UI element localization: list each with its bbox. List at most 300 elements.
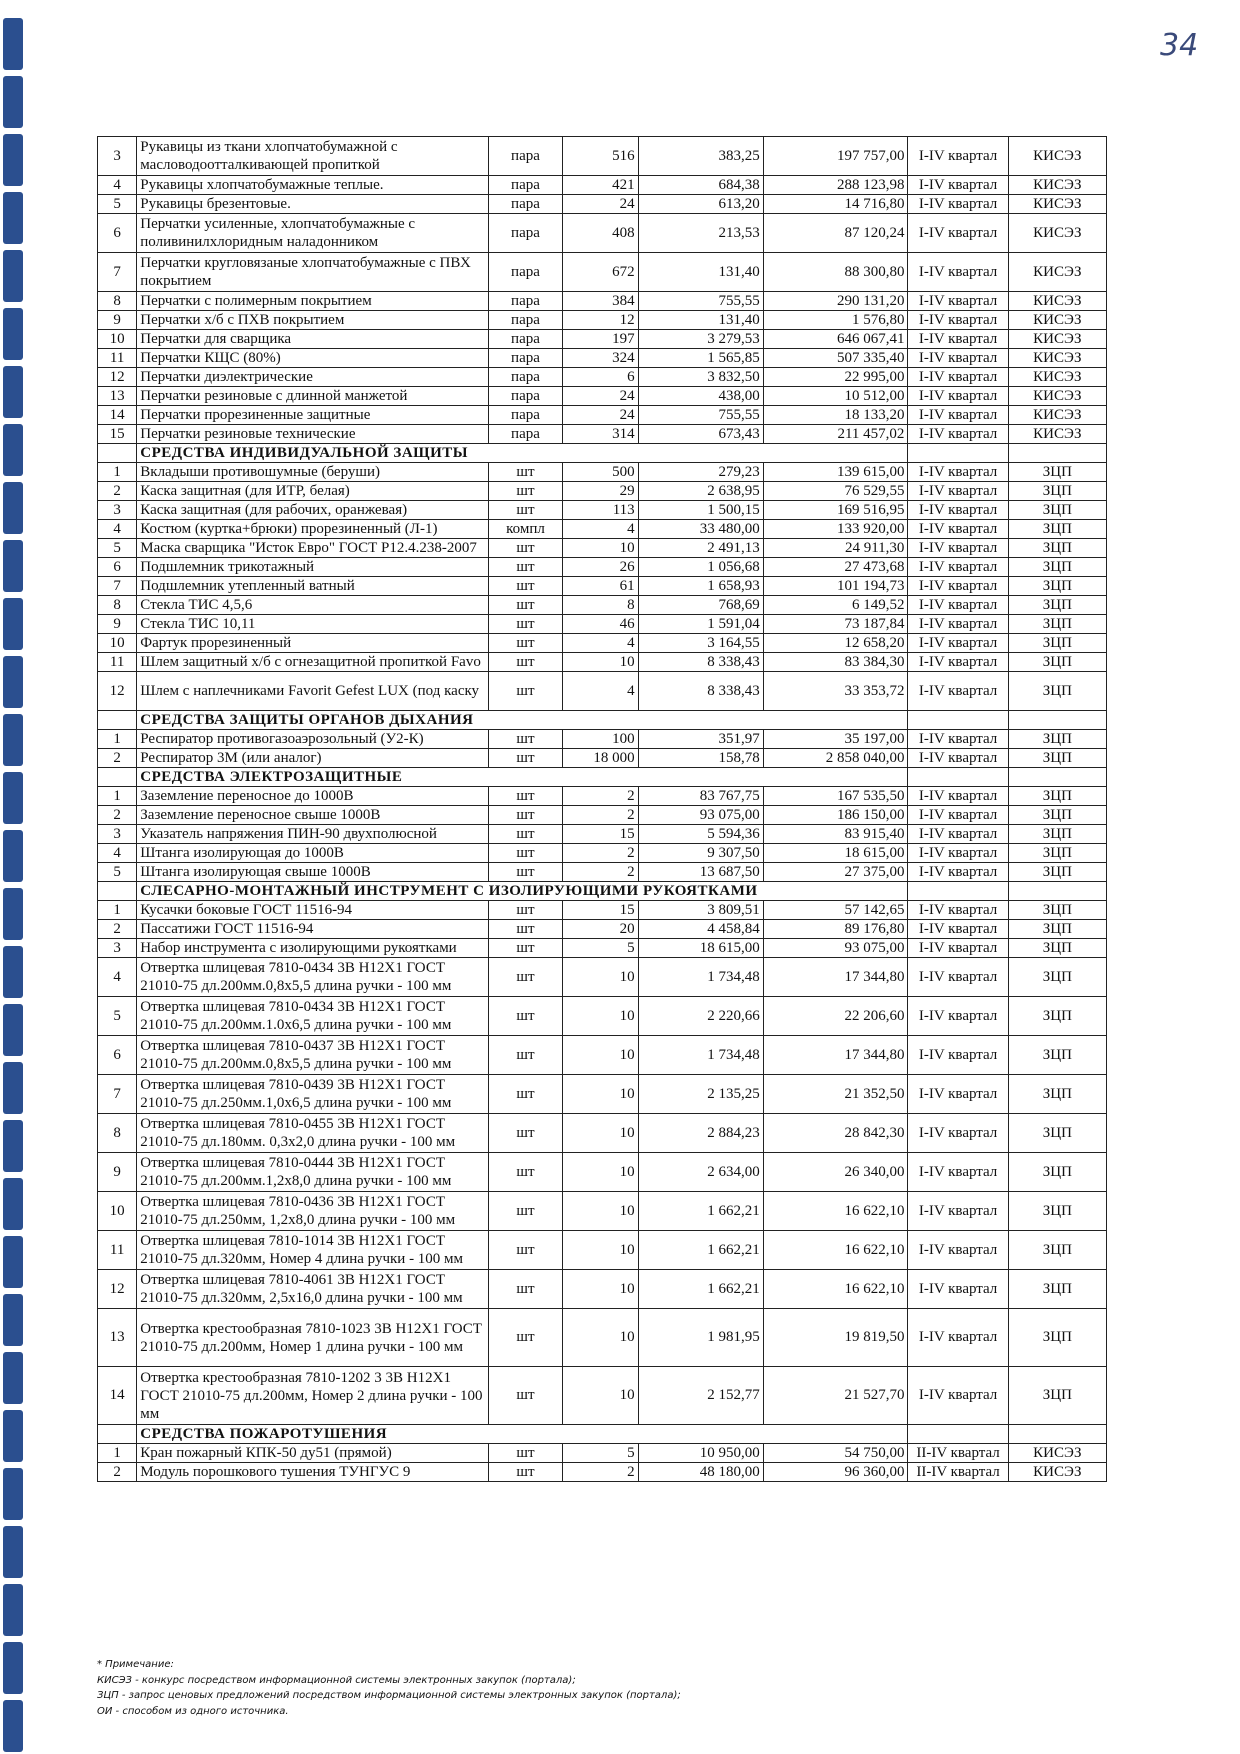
item-quantity: 15 <box>563 825 638 844</box>
binding-ring <box>3 366 23 418</box>
item-period: I-IV квартал <box>908 615 1008 634</box>
item-name: Отвертка шлицевая 7810-0434 3В Н12Х1 ГОСТ 21010-75 дл.200мм.1.0х6,5 длина ручки - 100 мм <box>137 997 488 1036</box>
empty-cell <box>1008 882 1106 901</box>
procurement-method: ЗЦП <box>1008 463 1106 482</box>
section-header-row <box>98 882 1107 901</box>
item-quantity: 5 <box>563 939 638 958</box>
item-price: 2 884,23 <box>638 1114 763 1153</box>
item-sum: 17 344,80 <box>763 958 908 997</box>
item-unit: шт <box>488 1153 562 1192</box>
row-number: 4 <box>98 520 137 539</box>
row-number: 2 <box>98 1463 137 1482</box>
binding-ring <box>3 1526 23 1578</box>
item-period: I-IV квартал <box>908 825 1008 844</box>
empty-cell <box>908 711 1008 730</box>
item-sum: 27 375,00 <box>763 863 908 882</box>
item-unit: шт <box>488 634 562 653</box>
item-period: I-IV квартал <box>908 406 1008 425</box>
item-unit: пара <box>488 137 562 176</box>
binding-ring <box>3 482 23 534</box>
item-price: 2 634,00 <box>638 1153 763 1192</box>
procurement-method: КИСЭЗ <box>1008 253 1106 292</box>
item-sum: 21 352,50 <box>763 1075 908 1114</box>
procurement-method: ЗЦП <box>1008 501 1106 520</box>
item-price: 383,25 <box>638 137 763 176</box>
item-period: I-IV квартал <box>908 137 1008 176</box>
row-number: 3 <box>98 501 137 520</box>
item-quantity: 500 <box>563 463 638 482</box>
procurement-method: ЗЦП <box>1008 749 1106 768</box>
item-period: I-IV квартал <box>908 920 1008 939</box>
item-quantity: 113 <box>563 501 638 520</box>
item-sum: 24 911,30 <box>763 539 908 558</box>
item-period: I-IV квартал <box>908 1036 1008 1075</box>
item-unit: пара <box>488 349 562 368</box>
row-number: 7 <box>98 253 137 292</box>
row-number: 9 <box>98 1153 137 1192</box>
item-sum: 16 622,10 <box>763 1192 908 1231</box>
row-number: 5 <box>98 539 137 558</box>
row-number: 12 <box>98 368 137 387</box>
item-quantity: 8 <box>563 596 638 615</box>
item-name: Модуль порошкового тушения ТУНГУС 9 <box>137 1463 488 1482</box>
row-number: 7 <box>98 577 137 596</box>
procurement-method: ЗЦП <box>1008 920 1106 939</box>
notes-title: * Примечание: <box>97 1659 174 1670</box>
item-unit: шт <box>488 844 562 863</box>
item-unit: пара <box>488 214 562 253</box>
row-number: 12 <box>98 1270 137 1309</box>
binding-ring <box>3 192 23 244</box>
section-title: СРЕДСТВА ПОЖАРОТУШЕНИЯ <box>137 1425 908 1444</box>
item-period: I-IV квартал <box>908 1231 1008 1270</box>
item-period: I-IV квартал <box>908 387 1008 406</box>
item-sum: 646 067,41 <box>763 330 908 349</box>
item-name: Отвертка крестообразная 7810-1202 3 3В Н12Х1 ГОСТ 21010-75 дл.200мм, Номер 2 длина ручки - 100 мм <box>137 1367 488 1425</box>
row-number: 12 <box>98 672 137 711</box>
item-price: 48 180,00 <box>638 1463 763 1482</box>
item-period: I-IV квартал <box>908 939 1008 958</box>
section-title: СРЕДСТВА ЭЛЕКТРОЗАЩИТНЫЕ <box>137 768 908 787</box>
item-name: Маска сварщика "Исток Евро" ГОСТ Р12.4.238-2007 <box>137 539 488 558</box>
row-number: 14 <box>98 406 137 425</box>
item-unit: шт <box>488 958 562 997</box>
item-period: I-IV квартал <box>908 501 1008 520</box>
item-quantity: 100 <box>563 730 638 749</box>
item-unit: шт <box>488 939 562 958</box>
binding-ring <box>3 1700 23 1752</box>
binding-ring <box>3 656 23 708</box>
item-unit: пара <box>488 330 562 349</box>
row-number: 2 <box>98 806 137 825</box>
binding-ring <box>3 1178 23 1230</box>
row-number: 2 <box>98 749 137 768</box>
item-name: Перчатки диэлектрические <box>137 368 488 387</box>
procurement-method: КИСЭЗ <box>1008 368 1106 387</box>
item-unit: шт <box>488 539 562 558</box>
item-period: I-IV квартал <box>908 596 1008 615</box>
procurement-method: КИСЭЗ <box>1008 195 1106 214</box>
item-period: I-IV квартал <box>908 958 1008 997</box>
item-period: I-IV квартал <box>908 539 1008 558</box>
item-name: Респиратор 3М (или аналог) <box>137 749 488 768</box>
row-number: 8 <box>98 596 137 615</box>
item-price: 1 591,04 <box>638 615 763 634</box>
row-number: 15 <box>98 425 137 444</box>
item-sum: 17 344,80 <box>763 1036 908 1075</box>
item-period: I-IV квартал <box>908 349 1008 368</box>
procurement-method: ЗЦП <box>1008 1231 1106 1270</box>
item-name: Подшлемник утепленный ватный <box>137 577 488 596</box>
row-number: 9 <box>98 311 137 330</box>
row-number: 1 <box>98 901 137 920</box>
item-sum: 1 576,80 <box>763 311 908 330</box>
item-sum: 26 340,00 <box>763 1153 908 1192</box>
item-quantity: 10 <box>563 1309 638 1367</box>
table-row <box>98 349 1107 368</box>
procurement-method: ЗЦП <box>1008 653 1106 672</box>
item-price: 1 658,93 <box>638 577 763 596</box>
procurement-method: КИСЭЗ <box>1008 292 1106 311</box>
item-sum: 10 512,00 <box>763 387 908 406</box>
item-quantity: 10 <box>563 1231 638 1270</box>
table-row <box>98 672 1107 711</box>
item-sum: 186 150,00 <box>763 806 908 825</box>
item-unit: шт <box>488 1309 562 1367</box>
row-number: 3 <box>98 939 137 958</box>
item-quantity: 2 <box>563 844 638 863</box>
item-period: I-IV квартал <box>908 634 1008 653</box>
table-row <box>98 558 1107 577</box>
table-row <box>98 901 1107 920</box>
item-quantity: 61 <box>563 577 638 596</box>
item-unit: шт <box>488 920 562 939</box>
item-period: I-IV квартал <box>908 1075 1008 1114</box>
item-quantity: 20 <box>563 920 638 939</box>
binding-ring <box>3 424 23 476</box>
item-name: Респиратор противогазоаэрозольный (У2-К) <box>137 730 488 749</box>
row-number: 13 <box>98 1309 137 1367</box>
procurement-method: КИСЭЗ <box>1008 1444 1106 1463</box>
item-quantity: 314 <box>563 425 638 444</box>
item-name: Отвертка крестообразная 7810-1023 3В Н12Х1 ГОСТ 21010-75 дл.200мм, Номер 1 длина ручки - 100 мм <box>137 1309 488 1367</box>
item-period: I-IV квартал <box>908 330 1008 349</box>
item-period: I-IV квартал <box>908 195 1008 214</box>
item-quantity: 4 <box>563 520 638 539</box>
row-number: 8 <box>98 292 137 311</box>
item-sum: 139 615,00 <box>763 463 908 482</box>
table-row <box>98 1309 1107 1367</box>
procurement-method: ЗЦП <box>1008 634 1106 653</box>
item-period: II-IV квартал <box>908 1463 1008 1482</box>
item-sum: 21 527,70 <box>763 1367 908 1425</box>
item-quantity: 15 <box>563 901 638 920</box>
item-period: I-IV квартал <box>908 253 1008 292</box>
item-unit: шт <box>488 997 562 1036</box>
item-quantity: 24 <box>563 195 638 214</box>
row-number: 2 <box>98 482 137 501</box>
procurement-method: ЗЦП <box>1008 1367 1106 1425</box>
item-price: 2 152,77 <box>638 1367 763 1425</box>
item-period: I-IV квартал <box>908 214 1008 253</box>
item-name: Перчатки х/б с ПХВ покрытием <box>137 311 488 330</box>
table-row <box>98 730 1107 749</box>
empty-cell <box>1008 768 1106 787</box>
table-row <box>98 1192 1107 1231</box>
table-row <box>98 653 1107 672</box>
row-number: 5 <box>98 195 137 214</box>
item-unit: шт <box>488 806 562 825</box>
table-row <box>98 482 1107 501</box>
section-title: СРЕДСТВА ЗАЩИТЫ ОРГАНОВ ДЫХАНИЯ <box>137 711 908 730</box>
item-sum: 197 757,00 <box>763 137 908 176</box>
row-number: 8 <box>98 1114 137 1153</box>
item-quantity: 46 <box>563 615 638 634</box>
item-sum: 211 457,02 <box>763 425 908 444</box>
item-period: II-IV квартал <box>908 1444 1008 1463</box>
item-unit: шт <box>488 482 562 501</box>
empty-cell <box>908 1425 1008 1444</box>
item-name: Перчатки кругловязаные хлопчатобумажные с ПВХ покрытием <box>137 253 488 292</box>
item-sum: 88 300,80 <box>763 253 908 292</box>
procurement-method: ЗЦП <box>1008 1270 1106 1309</box>
table-row <box>98 615 1107 634</box>
procurement-method: КИСЭЗ <box>1008 387 1106 406</box>
procurement-method: КИСЭЗ <box>1008 425 1106 444</box>
item-quantity: 24 <box>563 387 638 406</box>
item-period: I-IV квартал <box>908 1114 1008 1153</box>
item-price: 8 338,43 <box>638 672 763 711</box>
row-number: 1 <box>98 1444 137 1463</box>
item-price: 2 491,13 <box>638 539 763 558</box>
item-unit: шт <box>488 501 562 520</box>
table-row <box>98 596 1107 615</box>
item-price: 8 338,43 <box>638 653 763 672</box>
table-row <box>98 958 1107 997</box>
section-title: СРЕДСТВА ИНДИВИДУАЛЬНОЙ ЗАЩИТЫ <box>137 444 908 463</box>
item-quantity: 26 <box>563 558 638 577</box>
item-period: I-IV квартал <box>908 901 1008 920</box>
item-unit: шт <box>488 1075 562 1114</box>
item-period: I-IV квартал <box>908 577 1008 596</box>
item-unit: пара <box>488 425 562 444</box>
row-number: 6 <box>98 1036 137 1075</box>
item-sum: 96 360,00 <box>763 1463 908 1482</box>
table-row <box>98 292 1107 311</box>
item-name: Пассатижи ГОСТ 11516-94 <box>137 920 488 939</box>
item-quantity: 408 <box>563 214 638 253</box>
item-period: I-IV квартал <box>908 463 1008 482</box>
item-period: I-IV квартал <box>908 1367 1008 1425</box>
item-price: 1 662,21 <box>638 1231 763 1270</box>
item-name: Перчатки для сварщика <box>137 330 488 349</box>
binding-rings <box>0 0 30 1754</box>
binding-ring <box>3 1468 23 1520</box>
item-price: 1 662,21 <box>638 1270 763 1309</box>
item-quantity: 29 <box>563 482 638 501</box>
binding-ring <box>3 1352 23 1404</box>
item-price: 3 279,53 <box>638 330 763 349</box>
item-sum: 87 120,24 <box>763 214 908 253</box>
item-name: Рукавицы брезентовые. <box>137 195 488 214</box>
item-quantity: 6 <box>563 368 638 387</box>
footnotes <box>97 1657 681 1719</box>
item-price: 2 135,25 <box>638 1075 763 1114</box>
item-period: I-IV квартал <box>908 368 1008 387</box>
item-sum: 288 123,98 <box>763 176 908 195</box>
item-unit: шт <box>488 463 562 482</box>
procurement-method: ЗЦП <box>1008 958 1106 997</box>
item-period: I-IV квартал <box>908 292 1008 311</box>
item-name: Костюм (куртка+брюки) прорезиненный (Л-1) <box>137 520 488 539</box>
item-unit: шт <box>488 787 562 806</box>
item-quantity: 10 <box>563 653 638 672</box>
item-unit: шт <box>488 863 562 882</box>
table-row <box>98 1270 1107 1309</box>
table-row <box>98 1463 1107 1482</box>
item-price: 1 056,68 <box>638 558 763 577</box>
procurement-method: ЗЦП <box>1008 672 1106 711</box>
item-name: Перчатки с полимерным покрытием <box>137 292 488 311</box>
item-unit: шт <box>488 730 562 749</box>
row-number: 6 <box>98 558 137 577</box>
empty-cell <box>908 768 1008 787</box>
empty-cell <box>1008 711 1106 730</box>
item-period: I-IV квартал <box>908 749 1008 768</box>
item-period: I-IV квартал <box>908 520 1008 539</box>
procurement-method: ЗЦП <box>1008 1075 1106 1114</box>
item-quantity: 384 <box>563 292 638 311</box>
row-number: 3 <box>98 825 137 844</box>
procurement-method: ЗЦП <box>1008 482 1106 501</box>
procurement-method: ЗЦП <box>1008 1153 1106 1192</box>
item-name: Отвертка шлицевая 7810-0444 3В Н12Х1 ГОСТ 21010-75 дл.200мм.1,2х8,0 длина ручки - 100 мм <box>137 1153 488 1192</box>
item-sum: 16 622,10 <box>763 1231 908 1270</box>
procurement-method: КИСЭЗ <box>1008 137 1106 176</box>
item-price: 9 307,50 <box>638 844 763 863</box>
binding-ring <box>3 540 23 592</box>
item-period: I-IV квартал <box>908 176 1008 195</box>
item-unit: пара <box>488 176 562 195</box>
row-number <box>98 1425 137 1444</box>
item-price: 83 767,75 <box>638 787 763 806</box>
item-period: I-IV квартал <box>908 806 1008 825</box>
item-name: Рукавицы из ткани хлопчатобумажной с масловодоотталкивающей пропиткой <box>137 137 488 176</box>
table-row <box>98 463 1107 482</box>
note-line: ОИ - способом из одного источника. <box>97 1705 289 1717</box>
item-name: Отвертка шлицевая 7810-0436 3В Н12Х1 ГОСТ 21010-75 дл.250мм, 1,2х8,0 длина ручки - 100 мм <box>137 1192 488 1231</box>
item-sum: 22 995,00 <box>763 368 908 387</box>
item-sum: 18 133,20 <box>763 406 908 425</box>
row-number: 9 <box>98 615 137 634</box>
item-sum: 290 131,20 <box>763 292 908 311</box>
row-number: 5 <box>98 997 137 1036</box>
table-row <box>98 1231 1107 1270</box>
empty-cell <box>1008 444 1106 463</box>
table-row <box>98 406 1107 425</box>
item-name: Каска защитная (для ИТР, белая) <box>137 482 488 501</box>
item-period: I-IV квартал <box>908 1192 1008 1231</box>
binding-ring <box>3 714 23 766</box>
item-price: 13 687,50 <box>638 863 763 882</box>
procurement-method: ЗЦП <box>1008 615 1106 634</box>
item-price: 2 638,95 <box>638 482 763 501</box>
table-row <box>98 501 1107 520</box>
row-number: 3 <box>98 137 137 176</box>
item-quantity: 18 000 <box>563 749 638 768</box>
item-price: 1 565,85 <box>638 349 763 368</box>
item-sum: 12 658,20 <box>763 634 908 653</box>
table-row <box>98 330 1107 349</box>
table-row <box>98 214 1107 253</box>
procurement-method: ЗЦП <box>1008 1036 1106 1075</box>
item-sum: 22 206,60 <box>763 997 908 1036</box>
item-price: 1 734,48 <box>638 1036 763 1075</box>
item-price: 158,78 <box>638 749 763 768</box>
item-period: I-IV квартал <box>908 787 1008 806</box>
binding-ring <box>3 250 23 302</box>
procurement-method: ЗЦП <box>1008 596 1106 615</box>
item-unit: пара <box>488 387 562 406</box>
item-price: 684,38 <box>638 176 763 195</box>
item-unit: пара <box>488 195 562 214</box>
note-line: ЗЦП - запрос ценовых предложений посредством информационной системы электронных закупок (портала); <box>97 1690 681 1701</box>
item-name: Набор инструмента с изолирующими рукоятками <box>137 939 488 958</box>
item-unit: шт <box>488 749 562 768</box>
item-sum: 54 750,00 <box>763 1444 908 1463</box>
item-name: Штанга изолирующая свыше 1000В <box>137 863 488 882</box>
item-name: Каска защитная (для рабочих, оранжевая) <box>137 501 488 520</box>
procurement-method: ЗЦП <box>1008 997 1106 1036</box>
item-quantity: 10 <box>563 1270 638 1309</box>
item-name: Подшлемник трикотажный <box>137 558 488 577</box>
item-quantity: 10 <box>563 1153 638 1192</box>
row-number: 6 <box>98 214 137 253</box>
row-number: 10 <box>98 330 137 349</box>
row-number: 10 <box>98 1192 137 1231</box>
section-header-row <box>98 711 1107 730</box>
table-row <box>98 195 1107 214</box>
item-name: Стекла ТИС 4,5,6 <box>137 596 488 615</box>
procurement-method: КИСЭЗ <box>1008 176 1106 195</box>
item-period: I-IV квартал <box>908 672 1008 711</box>
procurement-method: ЗЦП <box>1008 939 1106 958</box>
item-quantity: 2 <box>563 863 638 882</box>
row-number: 11 <box>98 349 137 368</box>
item-unit: компл <box>488 520 562 539</box>
row-number <box>98 444 137 463</box>
row-number <box>98 882 137 901</box>
table-row <box>98 253 1107 292</box>
item-sum: 33 353,72 <box>763 672 908 711</box>
binding-ring <box>3 1062 23 1114</box>
item-name: Рукавицы хлопчатобумажные теплые. <box>137 176 488 195</box>
item-unit: шт <box>488 825 562 844</box>
table-row <box>98 749 1107 768</box>
item-period: I-IV квартал <box>908 311 1008 330</box>
procurement-method: ЗЦП <box>1008 577 1106 596</box>
item-name: Заземление переносное свыше 1000В <box>137 806 488 825</box>
section-header-row <box>98 444 1107 463</box>
procurement-method: ЗЦП <box>1008 1192 1106 1231</box>
item-price: 3 164,55 <box>638 634 763 653</box>
procurement-method: ЗЦП <box>1008 787 1106 806</box>
procurement-method: ЗЦП <box>1008 730 1106 749</box>
table-row <box>98 368 1107 387</box>
item-period: I-IV квартал <box>908 730 1008 749</box>
row-number: 14 <box>98 1367 137 1425</box>
item-name: Отвертка шлицевая 7810-1014 3В Н12Х1 ГОСТ 21010-75 дл.320мм, Номер 4 длина ручки - 100 мм <box>137 1231 488 1270</box>
